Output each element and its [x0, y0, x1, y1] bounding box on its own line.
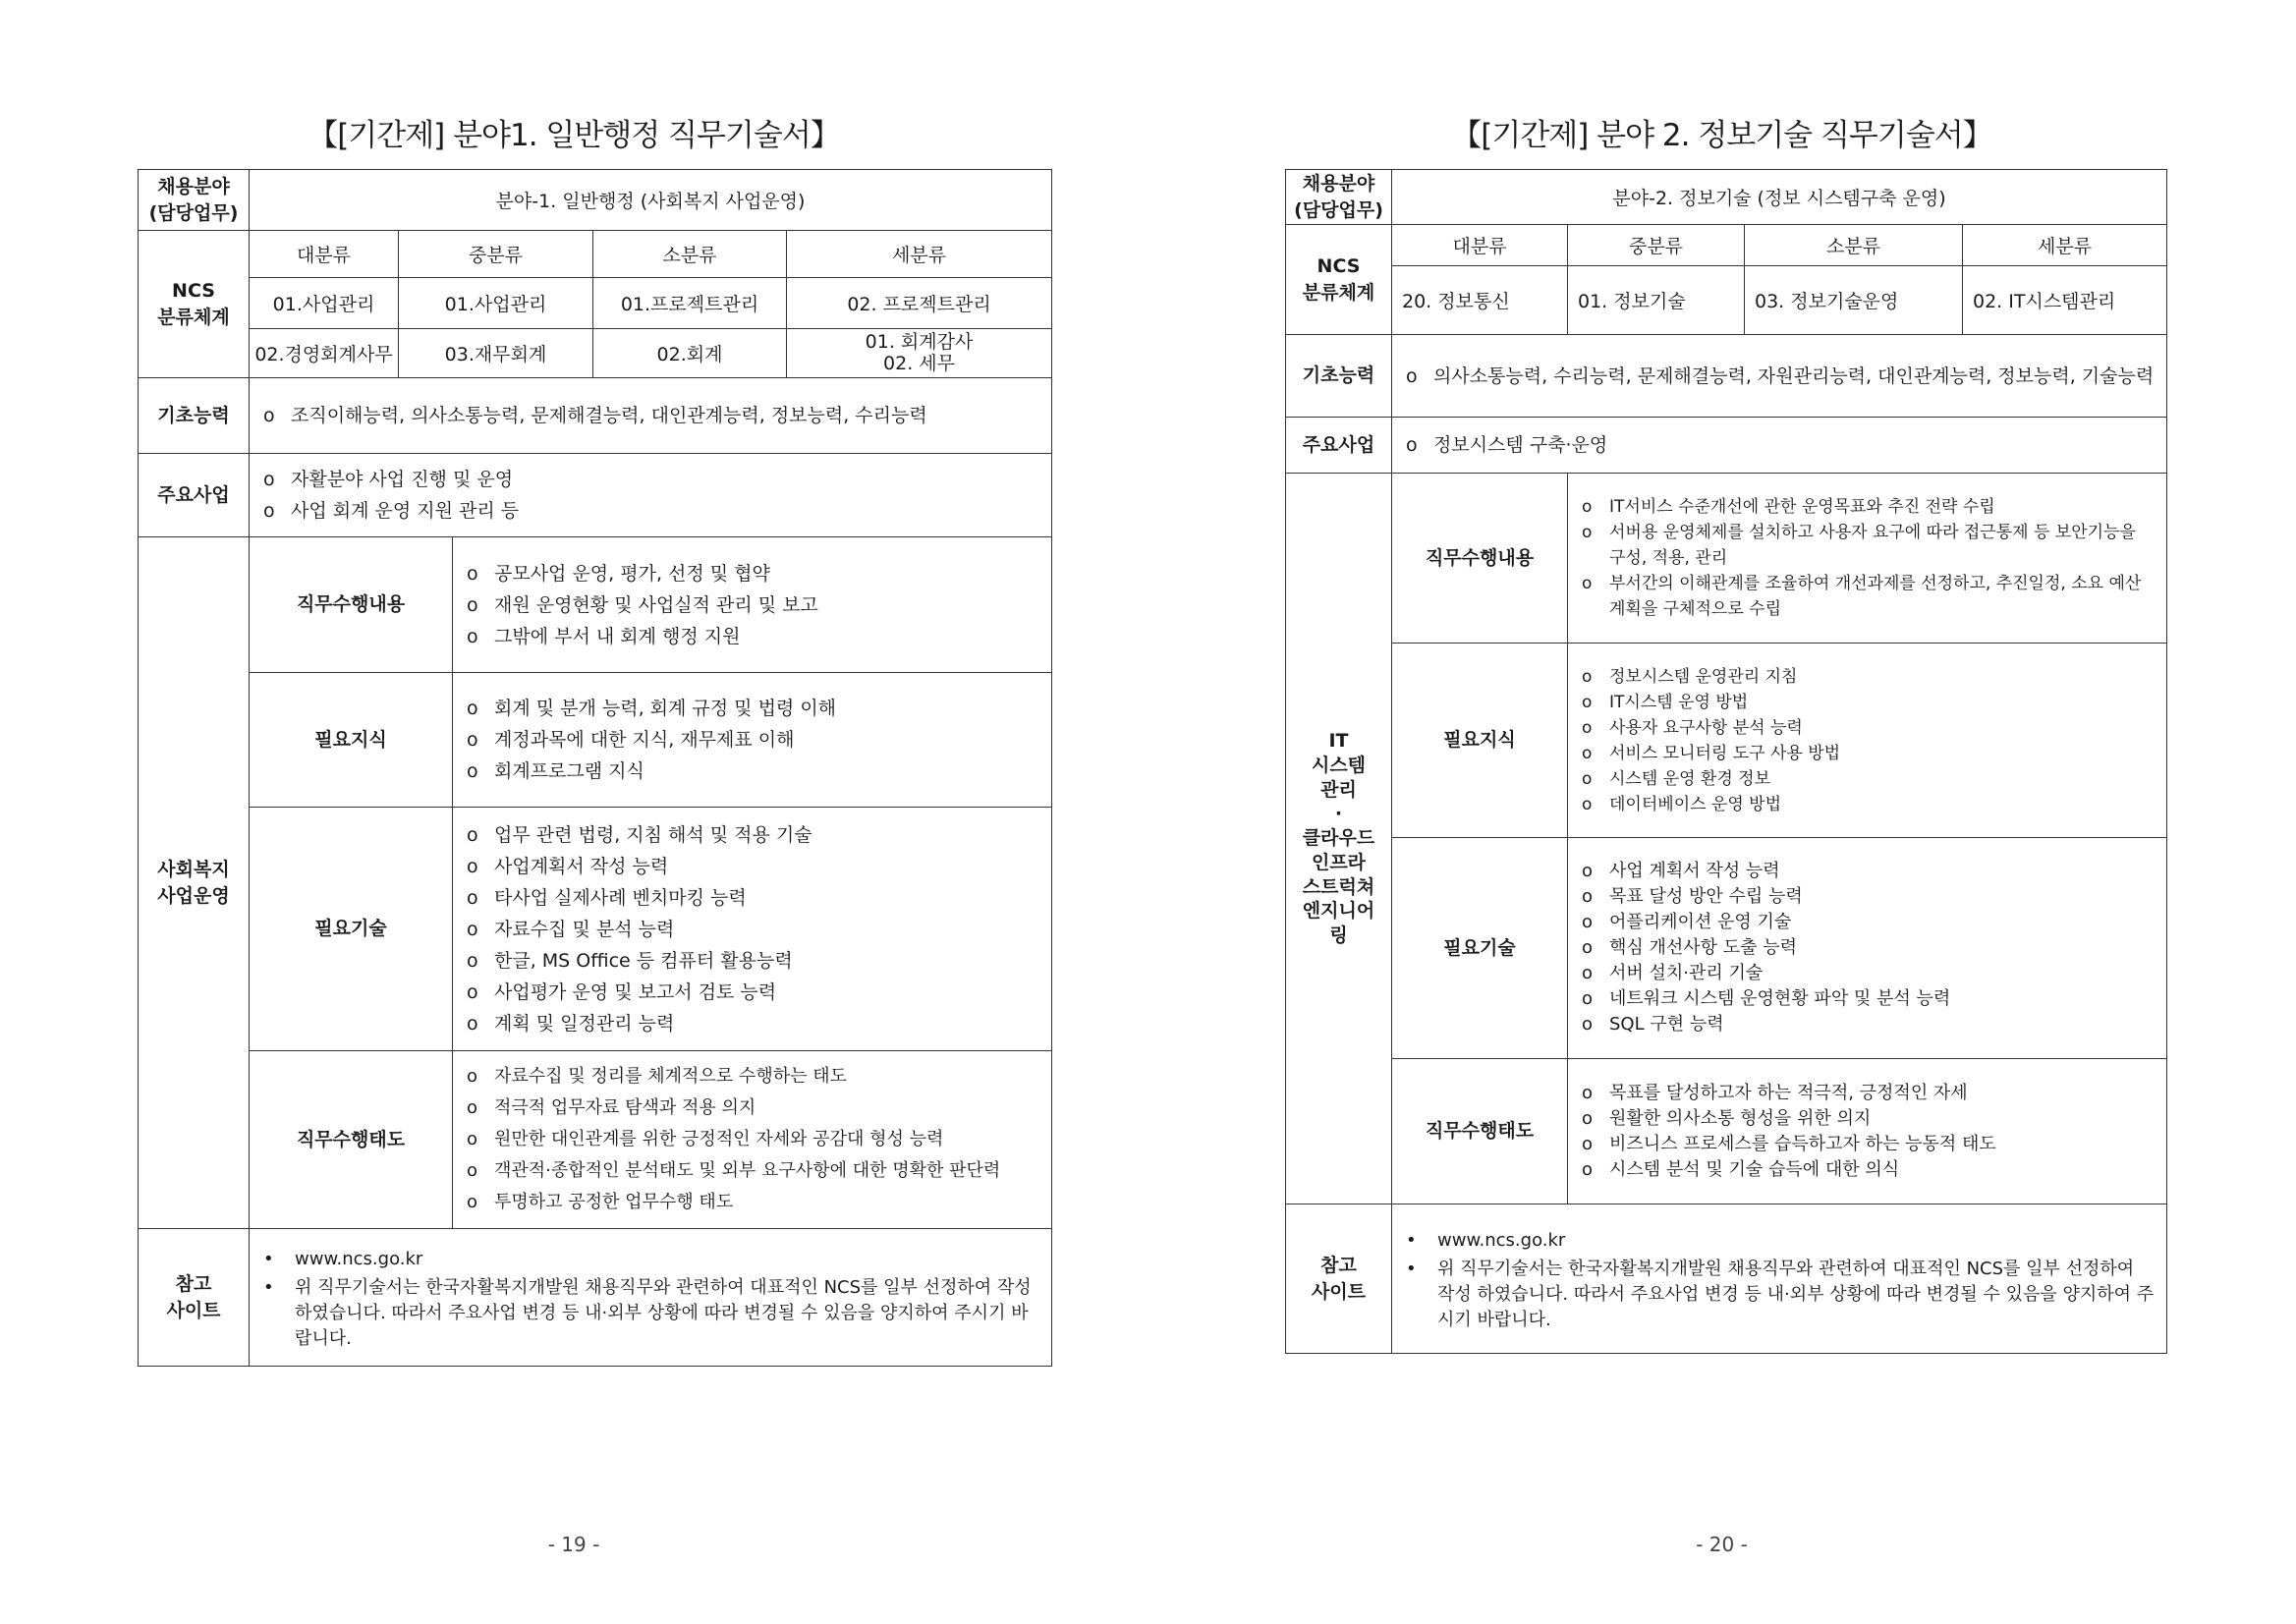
ncs-cell: 03. 정보기술운영	[1745, 266, 1963, 335]
list-item: o 사용자 요구사항 분석 능력	[1582, 717, 1803, 738]
page-number: - 20 -	[1696, 1533, 1748, 1556]
list-item: o 핵심 개선사항 도출 능력	[1582, 937, 1798, 958]
list-item: o 시스템 분석 및 기술 습득에 대한 의식	[1582, 1158, 1900, 1180]
ncs-header: 중분류	[1568, 225, 1745, 266]
reference-link[interactable]: • www.ncs.go.kr	[263, 1248, 423, 1269]
list-item: o 계획 및 일정관리 능력	[467, 1012, 675, 1035]
main-business-label: 주요사업	[1286, 418, 1392, 474]
list-item: o 의사소통능력, 수리능력, 문제해결능력, 자원관리능력, 대인관계능력, 정보능력, 기술능력	[1406, 364, 2155, 387]
basic-ability-label: 기초능력	[1286, 335, 1392, 418]
section-label: 필요지식	[250, 673, 453, 808]
list-item: o SQL 구현 능력	[1582, 1014, 1724, 1035]
list-item: o 회계프로그램 지식	[467, 760, 644, 782]
section-list	[453, 537, 1052, 673]
list-item: o 공모사업 운영, 평가, 선정 및 협약	[467, 562, 770, 585]
list-item: o IT시스템 운영 방법	[1582, 692, 1749, 712]
list-item: o 자료수집 및 분석 능력	[467, 918, 675, 940]
reference-label: 참고 사이트	[1286, 1204, 1392, 1354]
list-item: o 원만한 대인관계를 위한 긍정적인 자세와 공감대 형성 능력	[467, 1129, 944, 1149]
field-value: 분야-2. 정보기술 (정보 시스템구축 운영)	[1392, 170, 2167, 225]
list-item: o 계정과목에 대한 지식, 재무제표 이해	[467, 729, 795, 751]
section-list	[1568, 474, 2167, 644]
section-label: 필요기술	[250, 808, 453, 1051]
list-item: o 시스템 운영 환경 정보	[1582, 768, 1771, 789]
ncs-header: 소분류	[1745, 225, 1963, 266]
field-value: 분야-1. 일반행정 (사회복지 사업운영)	[250, 170, 1052, 231]
ncs-label: NCS 분류체계	[139, 231, 250, 378]
job-group-label: IT 시스템 관리 · 클라우드 인프라 스트럭쳐 엔지니어 링	[1286, 474, 1392, 1204]
main-business-label: 주요사업	[139, 454, 250, 537]
main-business-list	[250, 454, 1052, 537]
section-label: 필요지식	[1392, 644, 1568, 838]
list-item: o 목표를 달성하고자 하는 적극적, 긍정적인 자세	[1582, 1082, 1968, 1103]
list-item: o 조직이해능력, 의사소통능력, 문제해결능력, 대인관계능력, 정보능력, 수리능력	[263, 405, 927, 426]
list-item: o 회계 및 분개 능력, 회계 규정 및 법령 이해	[467, 698, 837, 719]
ncs-cell: 02. IT시스템관리	[1963, 266, 2167, 335]
list-item: o 데이터베이스 운영 방법	[1582, 794, 1782, 814]
page-title: 【[기간제] 분야1. 일반행정 직무기술서】	[308, 118, 840, 153]
list-item: o 사업계획서 작성 능력	[467, 855, 669, 877]
section-label: 필요기술	[1392, 838, 1568, 1059]
list-item: o 사업 계획서 작성 능력	[1582, 861, 1780, 881]
section-label: 직무수행내용	[1392, 474, 1568, 644]
ncs-cell: 02.회계	[593, 329, 787, 378]
list-item: o 정보시스템 운영관리 지침	[1582, 666, 1798, 687]
basic-ability-label: 기초능력	[139, 378, 250, 454]
basic-ability-list	[1392, 335, 2167, 418]
list-item: o 부서간의 이해관계를 조율하여 개선과제를 선정하고, 추진일정, 소요 예산 계획을 구체적으로 수립	[1582, 574, 2142, 619]
list-item: o 자료수집 및 정리를 체계적으로 수행하는 태도	[467, 1066, 847, 1087]
section-list	[453, 1051, 1052, 1229]
reference-label: 참고 사이트	[139, 1229, 250, 1367]
basic-ability-list	[250, 378, 1052, 454]
job-description-table	[138, 169, 1052, 1367]
ncs-cell: 01. 회계감사 02. 세무	[787, 329, 1052, 378]
section-list	[1568, 1059, 2167, 1204]
ncs-cell: 02.경영회계사무	[250, 329, 399, 378]
list-item: o 사업 회계 운영 지원 관리 등	[263, 500, 520, 522]
reference-note: • 위 직무기술서는 한국자활복지개발원 채용직무와 관련하여 대표적인 NCS를 일부 선정하여 작성 하였습니다. 따라서 주요사업 변경 등 내·외부 상황에 따라 변경될 수 있음을 양지하여 주시기 바랍니다.	[1406, 1258, 2155, 1330]
list-item: o 정보시스템 구축·운영	[1406, 434, 1608, 456]
reference-note: • 위 직무기술서는 한국자활복지개발원 채용직무와 관련하여 대표적인 NCS를 일부 선정하여 작성 하였습니다. 따라서 주요사업 변경 등 내·외부 상황에 따라 변경될 수 있음을 양지하여 주시기 바랍니다.	[263, 1276, 1032, 1349]
ncs-header: 소분류	[593, 231, 787, 278]
list-item: o 한글, MS Office 등 컴퓨터 활용능력	[467, 949, 793, 972]
list-item: o IT서비스 수준개선에 관한 운영목표와 추진 전략 수립	[1582, 497, 1995, 517]
page-number: - 19 -	[547, 1533, 600, 1556]
list-item: o 그밖에 부서 내 회계 행정 지원	[467, 625, 741, 647]
list-item: o 비즈니스 프로세스를 습득하고자 하는 능동적 태도	[1582, 1133, 1996, 1154]
right-page	[1148, 0, 2296, 1624]
reference-list	[250, 1229, 1052, 1367]
section-label: 직무수행태도	[1392, 1059, 1568, 1204]
list-item: o 어플리케이션 운영 기술	[1582, 912, 1792, 932]
list-item: o 재원 운영현황 및 사업실적 관리 및 보고	[467, 593, 818, 616]
list-item: o 서버용 운영체제를 설치하고 사용자 요구에 따라 접근통제 등 보안기능을 구성, 적용, 관리	[1582, 523, 2136, 568]
section-list	[453, 808, 1052, 1051]
list-item: o 네트워크 시스템 운영현황 파악 및 분석 능력	[1582, 988, 1951, 1009]
list-item: o 서비스 모니터링 도구 사용 방법	[1582, 743, 1841, 763]
list-item: o 적극적 업무자료 탐색과 적용 의지	[467, 1097, 756, 1118]
page-title: 【[기간제] 분야 2. 정보기술 직무기술서】	[1451, 118, 1992, 153]
ncs-label: NCS 분류체계	[1286, 225, 1392, 335]
ncs-header: 세분류	[787, 231, 1052, 278]
field-label: 채용분야 (담당업무)	[139, 170, 250, 231]
list-item: o 타사업 실제사례 벤치마킹 능력	[467, 886, 747, 909]
ncs-cell: 01.사업관리	[250, 278, 399, 329]
list-item: o 투명하고 공정한 업무수행 태도	[467, 1192, 734, 1212]
list-item: o 원활한 의사소통 형성을 위한 의지	[1582, 1107, 1872, 1129]
list-item: o 목표 달성 방안 수립 능력	[1582, 886, 1803, 907]
list-item: o 사업평가 운영 및 보고서 검토 능력	[467, 980, 777, 1003]
list-item: o 객관적·종합적인 분석태도 및 외부 요구사항에 대한 명확한 판단력	[467, 1160, 1001, 1181]
section-label: 직무수행태도	[250, 1051, 453, 1229]
ncs-header: 대분류	[250, 231, 399, 278]
list-item: o 서버 설치·관리 기술	[1582, 963, 1764, 983]
section-label: 직무수행내용	[250, 537, 453, 673]
ncs-cell: 20. 정보통신	[1392, 266, 1568, 335]
ncs-cell: 02. 프로젝트관리	[787, 278, 1052, 329]
section-list	[453, 673, 1052, 808]
ncs-cell: 01.사업관리	[399, 278, 593, 329]
ncs-header: 세분류	[1963, 225, 2167, 266]
list-item: o 업무 관련 법령, 지침 해석 및 적용 기술	[467, 823, 812, 846]
ncs-cell: 01. 정보기술	[1568, 266, 1745, 335]
field-label: 채용분야 (담당업무)	[1286, 170, 1392, 225]
section-list	[1568, 838, 2167, 1059]
job-description-table	[1285, 169, 2167, 1354]
ncs-header: 대분류	[1392, 225, 1568, 266]
reference-list	[1392, 1204, 2167, 1354]
job-group-label: 사회복지 사업운영	[139, 537, 250, 1229]
reference-link[interactable]: • www.ncs.go.kr	[1406, 1229, 1566, 1251]
list-item: o 자활분야 사업 진행 및 운영	[263, 469, 514, 490]
ncs-cell: 01.프로젝트관리	[593, 278, 787, 329]
section-list	[1568, 644, 2167, 838]
ncs-header: 중분류	[399, 231, 593, 278]
ncs-cell: 03.재무회계	[399, 329, 593, 378]
main-business-list	[1392, 418, 2167, 474]
